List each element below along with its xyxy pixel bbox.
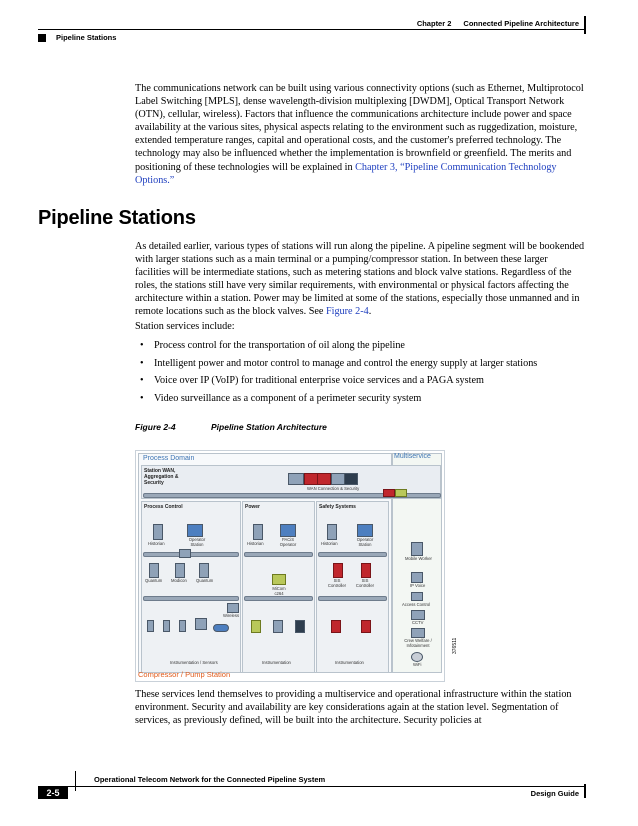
list-item [135,339,585,357]
rtu-icon [272,574,286,585]
services-paragraph: These services lend themselves to providing a multiservice and operational infrastructure within the station environment. Security and availability are key considerations again at the station level. Segmentation of services, as previously defined, will be built into the architecture. Security policies at [135,689,572,727]
wireless-label: Wireless [223,613,240,618]
list-item-text: Intelligent power and motor control to manage and control the energy supply at larger stations [154,357,538,369]
security-appliance-icon [344,473,358,485]
safety-historian-label: Historian [321,541,338,546]
firewall-icon [304,473,318,485]
header-marker [38,34,46,42]
field-mid-label: Instrumentation [262,660,291,665]
wan-label: Station WAN, Aggregation & Security [144,468,179,486]
wifi-icon [411,652,423,662]
power-field-line [244,596,313,601]
list-item [135,374,585,392]
footer-bar-right [584,784,586,798]
sis-label: SIS Controller [327,578,347,588]
monitor-icon [280,524,296,537]
monitor-icon [357,524,373,537]
safety-label: Safety Systems [319,504,356,510]
figure-caption [135,422,327,432]
figure-link[interactable]: Figure 2-4 [325,306,369,318]
relay-icon [251,620,261,633]
cctv-label: CCTV [412,620,424,625]
header-chapter-title: Connected Pipeline Architecture [463,19,579,28]
wifi-label: WiFi [413,662,422,667]
architecture-diagram [135,446,445,682]
pacis-label: PACiS Operator [279,537,297,547]
bullet-icon: • [140,392,144,404]
access-control-label: Access Control [402,602,431,607]
stations-end: . [368,306,372,318]
intro-text: The communications network can be built using various connectivity options (such as Ethernet, Multiprotocol Label Switching [MPLS], dense wavelength-division multiplexing [DWDM], Optical Transport Network (OTN), cellular, wireless). Factors that influence the communications architecture include power and space availability at the various sites, physical aspects relating to the environment such as ruggedization, moisture, extended temperature ranges, capital and operational costs, and the customer's preferred technology. The technology may also be influenced whether the implementation is brownfield or greenfield. The merits and positioning of these technologies will be explained in [135,83,584,173]
safety-field-line [318,596,387,601]
camera-icon [411,610,425,620]
wan-box-label: WAN Connection & Security [307,486,360,491]
safety-network-line [318,552,387,557]
switch-icon [395,489,407,497]
mobile-worker-icon [411,542,423,556]
tablet-icon [195,618,207,630]
plc-icon [149,563,159,578]
process-control-label: Process Control [144,504,183,510]
header-bar [584,16,586,34]
sis-controller-icon [333,563,343,578]
power-historian-label: Historian [247,541,264,546]
m580-label: Modicon [171,578,187,583]
footer-rule [38,786,584,787]
bullet-icon: • [140,375,144,386]
access-control-icon [411,592,423,601]
ip-voice-label: IP Voice [410,583,426,588]
crew-welfare-label: Crew Welfare / Infotainment [404,638,432,648]
stations-paragraph [135,240,585,319]
process-domain-label: Process Domain [143,455,195,462]
header-rule [38,29,584,30]
cloud-icon [213,624,229,632]
plc-icon [175,563,185,578]
phone-icon [411,572,423,583]
header-section: Pipeline Stations [56,33,117,42]
switch-icon [179,549,191,558]
protection-icon [295,620,305,633]
chapter3-link[interactable]: Chapter 3, “Pipeline Communication Technology Options.” [135,161,557,186]
figure-id: 376511 [452,637,458,654]
quantum-label: Quantum [145,578,163,583]
services-list [135,339,585,409]
bullet-icon: • [140,357,144,369]
safety-device-icon [361,620,371,633]
multiservice-label: Multiservice [394,453,431,460]
mobile-worker-label: Mobile Worker [405,556,432,561]
power-label: Power [245,504,261,510]
field-network-line [143,596,239,601]
sensor-icon [163,620,170,632]
footer-guide: Design Guide [530,789,579,798]
safety-device-icon [331,620,341,633]
wireless-ap-icon [227,603,239,613]
header-chapter-number: Chapter 2 [416,19,452,28]
field-right-label: Instrumentation [335,660,364,665]
sensor-icon [147,620,154,632]
list-item [135,392,585,410]
sis-label-2: SIS Controller [355,578,375,588]
micom-label: MiCom c264 [272,586,286,596]
quantum-label-2: Quantum [196,578,214,583]
monitor-icon [187,524,203,537]
server-icon [153,524,163,540]
operator-label: Operator Station [188,537,206,547]
footer-bar [75,771,76,791]
list-item-text: Video surveillance as a component of a perimeter security system [154,392,422,404]
page-number: 2-5 [38,787,68,799]
field-left-label: Instrumentation / Sensors [170,660,218,665]
intro-paragraph [135,82,585,187]
header-chapter [417,19,579,28]
list-item [135,357,585,375]
bullet-icon: • [140,340,144,351]
firewall-icon [383,489,395,497]
firewall-icon [317,473,331,485]
sis-controller-icon [361,563,371,578]
sensor-icon [179,620,186,632]
power-network-line [244,552,313,557]
wan-router-icon [288,473,304,485]
station-type-label: Compressor / Pump Station [138,670,231,679]
footer-title: Operational Telecom Network for the Connected Pipeline System [94,775,326,784]
list-item-text: Process control for the transportation of oil along the pipeline [154,340,405,351]
server-icon [253,524,263,540]
tv-icon [411,628,425,638]
switch-icon [331,473,345,485]
page-heading: Pipeline Stations [38,207,196,229]
stations-text: As detailed earlier, various types of stations will run along the pipeline. A pipeline segment will be bookended with larger stations such as a main terminal or a pumping/compressor station. In between these larger facilities will be intermediate stations, such as metering stations and block valve stations. Regardless of the roles, the stations still have very similar requirements, with environmental or physical factors affecting the architecture within a station. Power may be limited at some of the stations, especially those unmanned and in remote locations such as the block valves. See [135,241,585,318]
server-icon [327,524,337,540]
plc-icon [199,563,209,578]
figure-number: Figure 2-4 [135,422,176,432]
list-item-text: Voice over IP (VoIP) for traditional enterprise voice services and a PAGA system [154,375,484,386]
meter-icon [273,620,283,633]
control-network-line [143,552,239,557]
historian-label: Historian [148,541,165,546]
figure-title: Pipeline Station Architecture [211,422,327,432]
safety-operator-label: Operator Station [356,537,374,547]
services-intro: Station services include: [135,321,235,332]
